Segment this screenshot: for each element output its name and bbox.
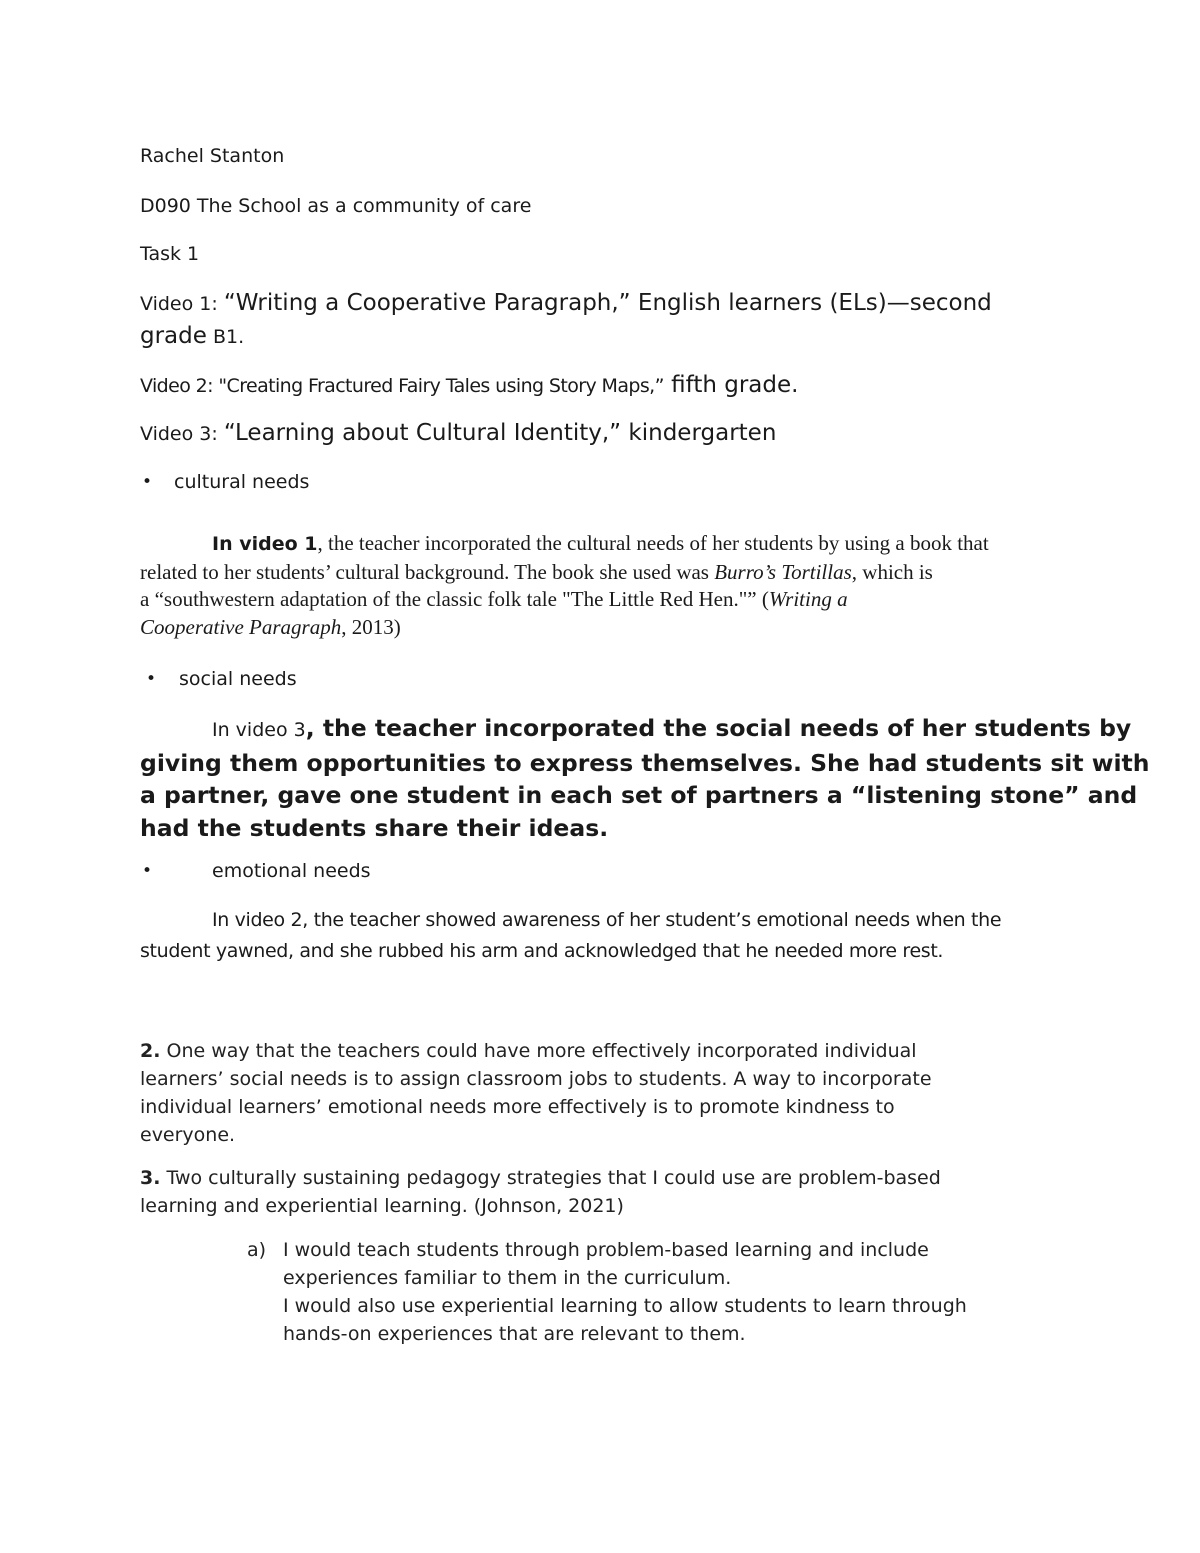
answer-3-number: 3. xyxy=(140,1167,161,1189)
answer-2-text-1: One way that the teachers could have more effectively incorporated individual xyxy=(160,1040,917,1062)
answer-2-line-4: everyone. xyxy=(140,1124,236,1146)
video-3-prefix: Video 3: xyxy=(140,423,224,445)
citation-title: Cooperative Paragraph xyxy=(140,614,342,639)
item-a-text xyxy=(283,1236,967,1348)
item-a-line-4: hands-on experiences that are relevant to them. xyxy=(283,1323,746,1345)
cultural-text-1: , the teacher incorporated the cultural needs of her students by using a book that xyxy=(317,531,989,555)
social-line-1 xyxy=(140,712,1150,747)
video-2-line xyxy=(140,372,798,398)
cultural-line-3 xyxy=(140,586,989,614)
answer-3-text-1: Two culturally sustaining pedagogy strategies that I could use are problem-based xyxy=(160,1167,941,1189)
emotional-line-1: In video 2, the teacher showed awareness of her student’s emotional needs when the xyxy=(212,909,1002,931)
book-title: Burro’s Tortillas xyxy=(714,559,852,584)
answer-2-line-1 xyxy=(140,1037,932,1065)
video-3-title: “Learning about Cultural Identity,” kindergarten xyxy=(223,420,777,446)
social-lead: In video 3 xyxy=(212,719,306,741)
answer-3-line-1 xyxy=(140,1164,941,1192)
task-label: Task 1 xyxy=(140,243,200,265)
social-paragraph xyxy=(140,712,1150,844)
social-line-3: a partner, gave one student in each set of partners a “listening stone” and xyxy=(140,781,1138,809)
video-1-line xyxy=(140,290,992,316)
social-text-1: , the teacher incorporated the social needs of her students by xyxy=(305,714,1132,742)
cultural-line-1 xyxy=(140,530,989,559)
bullet-cultural: • xyxy=(142,472,153,492)
video-1-title-cont: grade xyxy=(140,323,207,349)
answer-3-line-2: learning and experiential learning. (Johnson, 2021) xyxy=(140,1195,624,1217)
author-name: Rachel Stanton xyxy=(140,145,285,167)
cultural-line-2 xyxy=(140,559,989,587)
cultural-lead: In video 1 xyxy=(212,533,318,555)
cultural-paragraph xyxy=(140,530,989,641)
course-title: D090 The School as a community of care xyxy=(140,195,532,217)
item-a-line-2: experiences familiar to them in the curriculum. xyxy=(283,1267,732,1289)
video-2-title: "Creating Fractured Fairy Tales using Story Maps,” xyxy=(218,375,664,397)
answer-2-line-3: individual learners’ emotional needs more effectively is to promote kindness to xyxy=(140,1096,895,1118)
cultural-text-4: a “southwestern adaptation of the classic folk tale "The Little Red Hen."” ( xyxy=(140,587,769,611)
bullet-social: • xyxy=(146,669,157,689)
emotional-line-2: student yawned, and she rubbed his arm and acknowledged that he needed more rest. xyxy=(140,940,944,962)
item-a-marker: a) xyxy=(247,1239,267,1261)
answer-2-line-2: learners’ social needs is to assign classroom jobs to students. A way to incorporate xyxy=(140,1068,932,1090)
cultural-needs-heading: cultural needs xyxy=(174,471,310,493)
video-1-prefix: Video 1: xyxy=(140,293,224,315)
answer-2-number: 2. xyxy=(140,1040,161,1062)
citation-start: Writing a xyxy=(768,587,848,611)
video-3-line xyxy=(140,420,776,446)
social-needs-heading: social needs xyxy=(179,668,297,690)
cultural-text-2: related to her students’ cultural background. The book she used was xyxy=(140,559,715,584)
video-1-suffix: B1. xyxy=(206,326,245,348)
cultural-line-4 xyxy=(140,614,989,642)
video-2-prefix: Video 2: xyxy=(140,375,219,397)
bullet-emotional: • xyxy=(142,861,153,881)
answer-3 xyxy=(140,1164,941,1220)
cultural-text-5: , 2013) xyxy=(341,614,401,639)
video-2-suffix: fifth grade. xyxy=(663,372,799,398)
item-a-line-1: I would teach students through problem-based learning and include xyxy=(283,1239,929,1261)
item-a-line-3: I would also use experiential learning to allow students to learn through xyxy=(283,1295,967,1317)
emotional-paragraph xyxy=(140,905,1001,967)
video-1-title: “Writing a Cooperative Paragraph,” English learners (ELs)—second xyxy=(223,290,992,316)
answer-2 xyxy=(140,1037,932,1149)
emotional-needs-heading: emotional needs xyxy=(212,860,371,882)
video-1-line-2 xyxy=(140,323,244,349)
social-line-2: giving them opportunities to express themselves. She had students sit with xyxy=(140,748,1150,777)
cultural-text-3: , which is xyxy=(851,559,933,584)
social-line-4: had the students share their ideas. xyxy=(140,813,609,842)
